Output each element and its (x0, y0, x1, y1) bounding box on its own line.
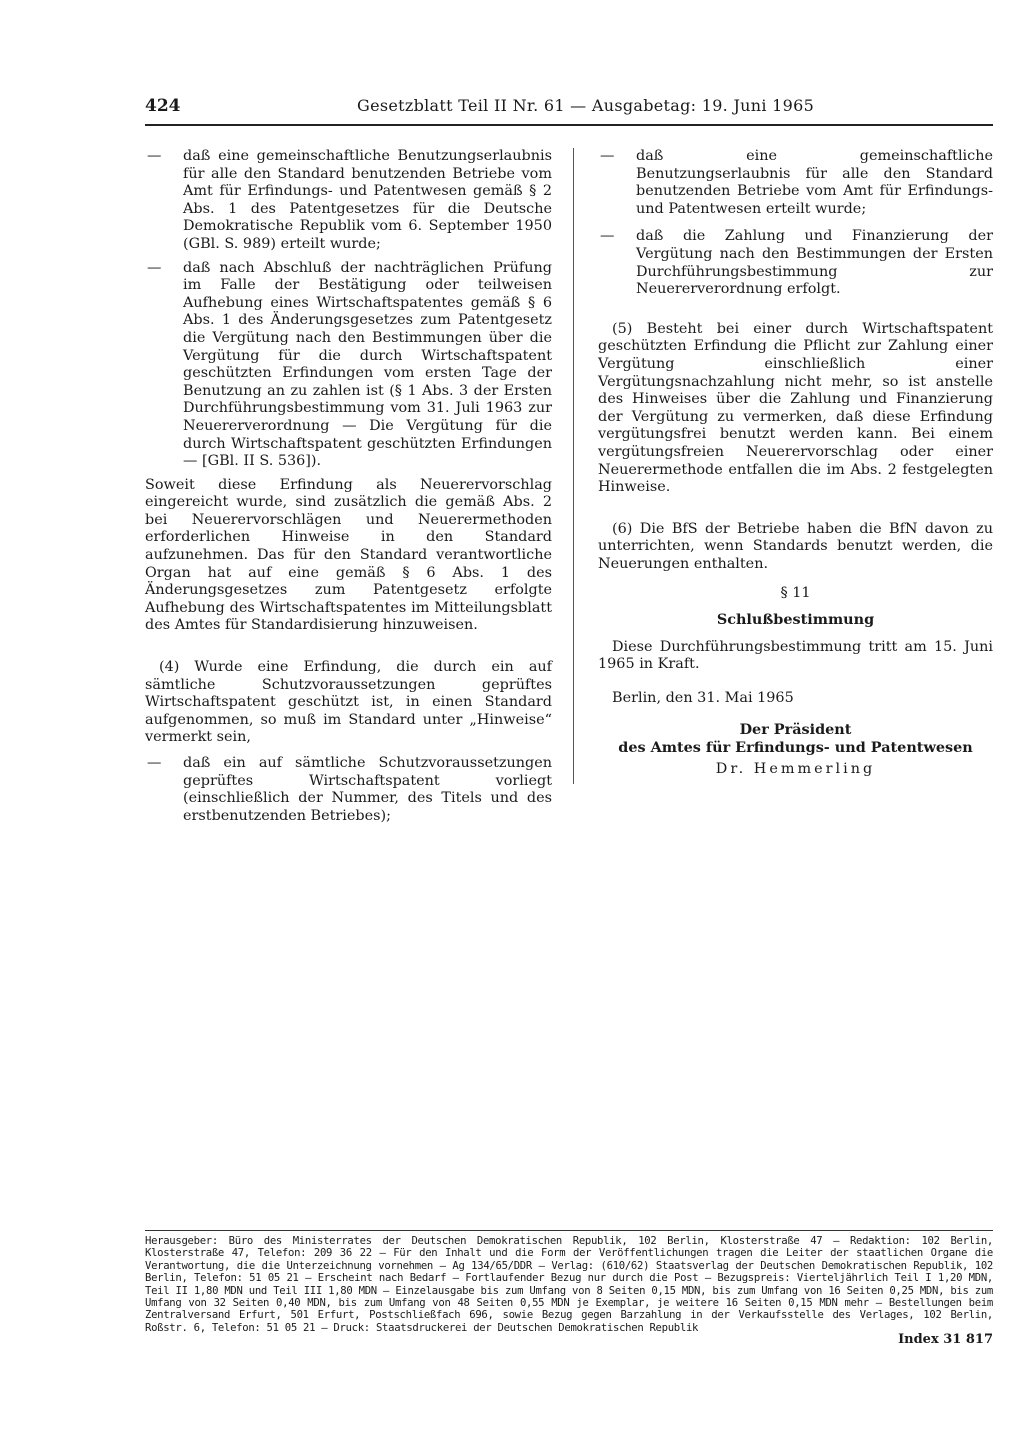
page-number: 424 (145, 96, 181, 116)
list-item-text: daß nach Abschluß der nachträglichen Prüfung im Falle der Bestätigung oder teilweisen Aufhebung eines Wirtschaftspatentes gemäß § 6 Abs. 1 des Änderungsgesetzes zum Patentgesetz die Vergütung nach den Bestimmungen über die Vergütung für die durch Wirtschaftspatent geschützten Erfindungen vom ersten Tage der Benutzung an zu zahlen ist (§ 1 Abs. 3 der Ersten Durchführungsbestimmung vom 31. Juli 1963 zur Neuererverordnung — Die Vergütung für die durch Wirtschaftspatent geschützten Erfindungen — [GBl. II S. 536]). (183, 259, 552, 470)
dash-marker: — (147, 148, 162, 164)
list-item (145, 148, 552, 254)
header-rule (145, 124, 993, 126)
list-item (145, 755, 552, 825)
list-item-text: daß eine gemeinschaftliche Benutzungserlaubnis für alle den Standard benutzenden Betriebe vom Amt für Erfindungs- und Patentwesen gemäß § 2 Abs. 1 des Patentgesetzes für die Deutsche Demokratische Republik vom 6. September 1950 (GBl. S. 989) erteilt wurde; (183, 148, 552, 252)
place-date: Berlin, den 31. Mai 1965 (612, 689, 794, 706)
list-item (145, 260, 552, 471)
paragraph-6: (6) Die BfS der Betriebe haben die BfN davon zu unterrichten, wenn Standards benutzt werden, die Neuerungen enthalten. (598, 520, 993, 572)
signatory-title-line-1: Der Präsident (739, 721, 852, 739)
final-provision-text: Diese Durchführungsbestimmung tritt am 15. Juni 1965 in Kraft. (598, 638, 993, 673)
dash-marker: — (147, 259, 162, 276)
signatory-title-line-2: des Amtes für Erfindungs- und Patentwesen (618, 739, 973, 757)
list-item-text: daß eine gemeinschaftliche Benutzungserlaubnis für alle den Standard benutzenden Betriebe vom Amt für Erfindungs- und Patentwesen erteilt wurde; (636, 148, 993, 217)
left-column (145, 148, 552, 831)
paragraph-continuation: Soweit diese Erfindung als Neuerervorschlag eingereicht wurde, sind zusätzlich die gemäß Abs. 2 bei Neuerervorschlägen und Neuerermethoden erforderlichen Hinweise in den Standard aufzunehmen. Das für den Standard verantwortliche Organ hat auf eine gemäß § 6 Abs. 1 des Änderungsgesetzes zum Patentgesetz erfolgte Aufhebung des Wirtschaftspatentes im Mitteilungsblatt des Amtes für Standardisierung hinzuweisen. (145, 476, 552, 634)
publisher-imprint: Herausgeber: Büro des Ministerrates der Deutschen Demokratischen Republik, 102 Berlin, Klosterstraße 47 — Redaktion: 102 Berlin, Klosterstraße 47, Telefon: 209 36 22 — Für den Inhalt und die Form der Veröffentlichungen tragen die Leiter der staatlichen Organe die Verantwortung, die die Unterzeichnung vornehmen — Ag 134/65/DDR — Verlag: (610/62) Staatsverlag der Deutschen Demokratischen Republik, 102 Berlin, Telefon: 51 05 21 — Erscheint nach Bedarf — Fortlaufender Bezug nur durch die Post — Bezugspreis: Vierteljährlich Teil I 1,20 MDN, Teil II 1,80 MDN und Teil III 1,80 MDN — Einzelausgabe bis zum Umfang von 8 Seiten 0,15 MDN, bis zum Umfang von 16 Seiten 0,25 MDN, bis zum Umfang von 32 Seiten 0,40 MDN, bis zum Umfang von 48 Seiten 0,55 MDN je Exemplar, je weitere 16 Seiten 0,15 MDN mehr — Bestellungen beim Zentralversand Erfurt, 501 Erfurt, Postschließfach 696, sowie Bezug gegen Barzahlung in der Verkaufsstelle des Verlages, 102 Berlin, Roßstr. 6, Telefon: 51 05 21 — Druck: Staatsdruckerei der Deutschen Demokratischen Republik (145, 1235, 993, 1334)
paragraph-4: (4) Wurde eine Erfindung, die durch ein auf sämtliche Schutzvoraussetzungen geprüftes Wirtschaftspatent geschützt ist, in einen Standard aufgenommen, so muß im Standard unter „Hinweise“ vermerkt sein, (145, 659, 552, 746)
dash-marker: — (600, 148, 615, 164)
right-column (598, 148, 993, 779)
list-item (598, 148, 993, 218)
signatory-title (598, 721, 993, 757)
list-item (598, 228, 993, 298)
index-number: Index 31 817 (898, 1332, 993, 1347)
list-item-text: daß ein auf sämtliche Schutzvoraussetzungen geprüftes Wirtschaftspatent vorliegt (einschließlich der Nummer, des Titels und des erstbenutzenden Betriebes); (183, 755, 552, 824)
column-divider (573, 148, 574, 784)
list-item-text: daß die Zahlung und Finanzierung der Vergütung nach den Bestimmungen der Ersten Durchführungsbestimmung zur Neuererverordnung erfolgt. (636, 228, 993, 298)
section-title: Schlußbestimmung (716, 611, 875, 629)
footer-rule (145, 1230, 993, 1231)
dash-marker: — (600, 228, 615, 245)
dash-marker: — (147, 755, 162, 771)
running-title: Gesetzblatt Teil II Nr. 61 — Ausgabetag: 19. Juni 1965 (357, 96, 815, 115)
signatory-name: Dr. Hemmerling (715, 761, 876, 778)
section-number: § 11 (780, 585, 811, 602)
page-header (145, 92, 993, 122)
paragraph-5: (5) Besteht bei einer durch Wirtschaftspatent geschützten Erfindung die Pflicht zur Zahlung einer Vergütung einschließlich einer Vergütungsnachzahlung nicht mehr, so ist anstelle des Hinweises über die Zahlung und Finanzierung der Vergütung zu vermerken, daß diese Erfindung vergütungsfrei benutzt werden kann. Bei einem vergütungsfreien Neuerervorschlag oder einer Neuerermethode entfallen die im Abs. 2 festgelegten Hinweise. (598, 320, 993, 496)
